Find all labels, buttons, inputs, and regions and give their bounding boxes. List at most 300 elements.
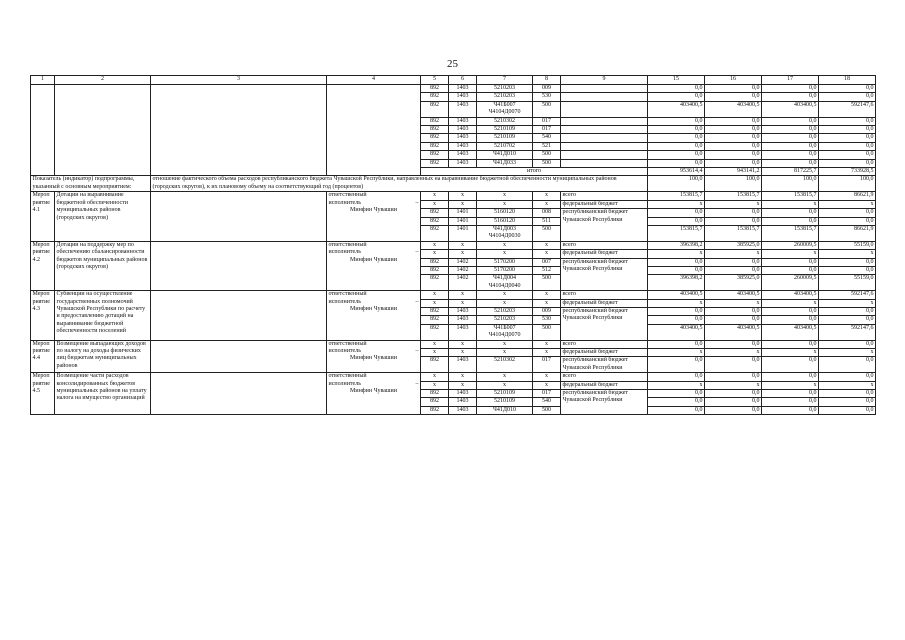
value-cell: 0,0 bbox=[762, 209, 819, 217]
code-cell: 1403 bbox=[449, 134, 477, 142]
value-cell: 0,0 bbox=[705, 126, 762, 134]
source-cell: федеральный бюджет bbox=[561, 381, 648, 389]
code-cell: x bbox=[533, 373, 561, 381]
value-cell: 0,0 bbox=[648, 373, 705, 381]
code-cell: 530 bbox=[533, 93, 561, 101]
code-cell: x bbox=[533, 200, 561, 208]
value-cell: 403400,5 bbox=[762, 101, 819, 117]
code-cell: 512 bbox=[533, 266, 561, 274]
code-cell: x bbox=[449, 291, 477, 299]
code-cell: 017 bbox=[533, 357, 561, 373]
code-cell: 530 bbox=[533, 316, 561, 324]
code-cell: 892 bbox=[421, 275, 449, 291]
code-cell: 1403 bbox=[449, 390, 477, 398]
code-cell: 500 bbox=[533, 406, 561, 414]
source-cell: федеральный бюджет bbox=[561, 200, 648, 208]
code-cell: 892 bbox=[421, 217, 449, 225]
code-cell: 500 bbox=[533, 101, 561, 117]
header-row bbox=[31, 76, 876, 85]
code-cell: 892 bbox=[421, 324, 449, 340]
indicator-cell bbox=[151, 85, 327, 176]
value-cell: 0,0 bbox=[762, 390, 819, 398]
code-cell: 892 bbox=[421, 307, 449, 315]
value-cell: 0,0 bbox=[705, 117, 762, 125]
value-cell: 0,0 bbox=[819, 134, 876, 142]
total-label: итого bbox=[421, 168, 648, 176]
code-cell: 892 bbox=[421, 316, 449, 324]
value-cell: 0,0 bbox=[648, 357, 705, 373]
column-header: 5 bbox=[421, 76, 449, 85]
code-cell: x bbox=[533, 291, 561, 299]
value-cell: 403400,5 bbox=[762, 324, 819, 340]
executor-cell bbox=[327, 85, 421, 176]
value-cell: 0,0 bbox=[762, 258, 819, 266]
code-cell: 1403 bbox=[449, 357, 477, 373]
value-cell: 403400,5 bbox=[648, 101, 705, 117]
source-cell: всего bbox=[561, 291, 648, 299]
value-cell: 0,0 bbox=[819, 390, 876, 398]
code-cell: 009 bbox=[533, 85, 561, 93]
value-cell: 86621,9 bbox=[819, 225, 876, 241]
value-cell: 0,0 bbox=[762, 266, 819, 274]
code-cell: 500 bbox=[533, 324, 561, 340]
value-cell: x bbox=[705, 349, 762, 357]
source-cell: всего bbox=[561, 192, 648, 200]
value-cell: 403400,5 bbox=[705, 291, 762, 299]
value-cell: 0,0 bbox=[819, 357, 876, 373]
value-cell: 592147,6 bbox=[819, 101, 876, 117]
code-cell: 1403 bbox=[449, 142, 477, 150]
value-cell: 0,0 bbox=[762, 142, 819, 150]
code-cell: 5170200 bbox=[477, 258, 533, 266]
value-cell: 260009,5 bbox=[762, 275, 819, 291]
executor-cell bbox=[327, 291, 421, 340]
executor-text: ответственный исполнитель – Минфин Чувашии bbox=[328, 241, 419, 263]
code-cell: Ч41Б007 Ч4104Д0070 bbox=[477, 324, 533, 340]
code-cell: 1403 bbox=[449, 117, 477, 125]
source-cell bbox=[561, 142, 648, 150]
value-cell: 592147,6 bbox=[819, 291, 876, 299]
executor-text: ответственный исполнитель – Минфин Чувашии bbox=[328, 291, 419, 312]
value-cell: 0,0 bbox=[648, 217, 705, 225]
code-cell: x bbox=[477, 373, 533, 381]
source-cell bbox=[561, 117, 648, 125]
code-cell: 008 bbox=[533, 209, 561, 217]
code-cell: 5210203 bbox=[477, 85, 533, 93]
value-cell: 0,0 bbox=[819, 126, 876, 134]
value-cell: 0,0 bbox=[819, 316, 876, 324]
value-cell: 0,0 bbox=[762, 316, 819, 324]
code-cell: 5210203 bbox=[477, 93, 533, 101]
code-cell: 500 bbox=[533, 159, 561, 167]
value-cell: 153815,7 bbox=[648, 192, 705, 200]
value-cell: 0,0 bbox=[762, 357, 819, 373]
code-cell: x bbox=[449, 340, 477, 348]
value-cell: x bbox=[762, 381, 819, 389]
value-cell: 0,0 bbox=[705, 390, 762, 398]
value-cell: x bbox=[705, 250, 762, 258]
code-cell: 1403 bbox=[449, 101, 477, 117]
value-cell: 0,0 bbox=[762, 307, 819, 315]
code-cell: x bbox=[421, 381, 449, 389]
source-cell: всего bbox=[561, 340, 648, 348]
code-cell: x bbox=[421, 241, 449, 249]
code-cell: x bbox=[533, 349, 561, 357]
indicator-value: 100,0 bbox=[819, 176, 876, 192]
value-cell: x bbox=[648, 250, 705, 258]
code-cell: x bbox=[533, 381, 561, 389]
value-cell: 0,0 bbox=[762, 159, 819, 167]
executor-text: ответственный исполнитель – Минфин Чувашии bbox=[328, 340, 419, 362]
code-cell: x bbox=[533, 241, 561, 249]
value-cell: x bbox=[648, 381, 705, 389]
code-cell: x bbox=[477, 250, 533, 258]
column-header: 4 bbox=[327, 76, 421, 85]
value-cell: x bbox=[819, 349, 876, 357]
total-value: 953614,4 bbox=[648, 168, 705, 176]
measure-desc: Дотации на выравнивание бюджетной обеспеченности муниципальных районов (городских округов) bbox=[55, 192, 151, 241]
code-cell: x bbox=[421, 250, 449, 258]
indicator-value: 100,0 bbox=[705, 176, 762, 192]
code-cell: x bbox=[477, 381, 533, 389]
value-cell: 403400,5 bbox=[648, 324, 705, 340]
value-cell: x bbox=[705, 381, 762, 389]
value-cell: x bbox=[648, 200, 705, 208]
code-cell: x bbox=[477, 192, 533, 200]
value-cell: 0,0 bbox=[648, 266, 705, 274]
code-cell: x bbox=[477, 291, 533, 299]
code-cell: 5210702 bbox=[477, 142, 533, 150]
value-cell: 403400,5 bbox=[705, 324, 762, 340]
value-cell: 0,0 bbox=[648, 151, 705, 159]
value-cell: 0,0 bbox=[648, 307, 705, 315]
value-cell: 0,0 bbox=[705, 159, 762, 167]
value-cell: 592147,6 bbox=[819, 324, 876, 340]
value-cell: 0,0 bbox=[819, 406, 876, 414]
column-header: 6 bbox=[449, 76, 477, 85]
code-cell: Ч41Д010 bbox=[477, 151, 533, 159]
code-cell: 5210203 bbox=[477, 316, 533, 324]
value-cell: 0,0 bbox=[648, 258, 705, 266]
code-cell: 892 bbox=[421, 134, 449, 142]
value-cell: 55159,0 bbox=[819, 275, 876, 291]
value-cell: x bbox=[705, 299, 762, 307]
value-cell: 0,0 bbox=[819, 217, 876, 225]
executor-cell bbox=[327, 340, 421, 373]
value-cell: 0,0 bbox=[648, 142, 705, 150]
measure-name: Мероприятие 4.4 bbox=[31, 340, 55, 373]
code-cell: x bbox=[421, 340, 449, 348]
value-cell: 0,0 bbox=[762, 151, 819, 159]
source-cell: всего bbox=[561, 373, 648, 381]
value-cell: 0,0 bbox=[819, 209, 876, 217]
value-cell: 0,0 bbox=[648, 93, 705, 101]
value-cell: 153815,7 bbox=[705, 225, 762, 241]
code-cell: 511 bbox=[533, 217, 561, 225]
code-cell: x bbox=[449, 373, 477, 381]
code-cell: x bbox=[449, 250, 477, 258]
measure-desc: Субвенции на осуществление государственных полномочий Чувашской Республики по расчету и предоставлению дотаций на выравнивание бюджетной обеспеченности поселений bbox=[55, 291, 151, 340]
value-cell: 0,0 bbox=[819, 373, 876, 381]
code-cell: x bbox=[533, 250, 561, 258]
value-cell: 385925,0 bbox=[705, 275, 762, 291]
value-cell: 0,0 bbox=[648, 398, 705, 406]
value-cell: x bbox=[705, 200, 762, 208]
code-cell: 892 bbox=[421, 93, 449, 101]
code-cell: x bbox=[477, 241, 533, 249]
value-cell: 0,0 bbox=[705, 209, 762, 217]
value-cell: 0,0 bbox=[648, 406, 705, 414]
value-cell: 0,0 bbox=[819, 142, 876, 150]
value-cell: 396398,2 bbox=[648, 275, 705, 291]
code-cell: 1401 bbox=[449, 217, 477, 225]
value-cell: 403400,5 bbox=[648, 291, 705, 299]
source-cell bbox=[561, 159, 648, 167]
source-cell bbox=[561, 93, 648, 101]
value-cell: 0,0 bbox=[705, 373, 762, 381]
value-cell: x bbox=[762, 349, 819, 357]
executor-text: ответственный исполнитель – Минфин Чувашии bbox=[328, 192, 419, 214]
value-cell: 0,0 bbox=[648, 126, 705, 134]
code-cell: 1403 bbox=[449, 406, 477, 414]
code-cell: x bbox=[477, 340, 533, 348]
value-cell: x bbox=[648, 349, 705, 357]
page-number: 25 bbox=[447, 58, 458, 70]
value-cell: 0,0 bbox=[819, 398, 876, 406]
indicator-value: 100,0 bbox=[762, 176, 819, 192]
source-cell: федеральный бюджет bbox=[561, 349, 648, 357]
value-cell: 0,0 bbox=[819, 93, 876, 101]
value-cell: 0,0 bbox=[648, 134, 705, 142]
code-cell: 892 bbox=[421, 258, 449, 266]
value-cell: 0,0 bbox=[819, 266, 876, 274]
code-cell: 540 bbox=[533, 134, 561, 142]
value-cell: 0,0 bbox=[762, 217, 819, 225]
value-cell: 0,0 bbox=[705, 357, 762, 373]
table-row bbox=[31, 373, 876, 381]
code-cell: Ч41Д033 bbox=[477, 159, 533, 167]
value-cell: 153815,7 bbox=[762, 225, 819, 241]
value-cell: 0,0 bbox=[762, 85, 819, 93]
value-cell: 403400,5 bbox=[762, 291, 819, 299]
column-header: 8 bbox=[533, 76, 561, 85]
code-cell: 1403 bbox=[449, 316, 477, 324]
source-cell: республиканский бюджет Чувашской Республики bbox=[561, 307, 648, 340]
code-cell: 1403 bbox=[449, 307, 477, 315]
code-cell: 1403 bbox=[449, 126, 477, 134]
code-cell: 017 bbox=[533, 117, 561, 125]
code-cell: 892 bbox=[421, 266, 449, 274]
value-cell: 0,0 bbox=[762, 406, 819, 414]
source-cell: республиканский бюджет Чувашской Республики bbox=[561, 258, 648, 291]
indicator-empty bbox=[151, 340, 327, 373]
value-cell: 0,0 bbox=[705, 340, 762, 348]
code-cell: 1403 bbox=[449, 398, 477, 406]
indicator-row bbox=[31, 176, 876, 192]
code-cell: 892 bbox=[421, 357, 449, 373]
value-cell: 0,0 bbox=[762, 126, 819, 134]
value-cell: x bbox=[762, 200, 819, 208]
code-cell: x bbox=[421, 291, 449, 299]
value-cell: 0,0 bbox=[648, 85, 705, 93]
code-cell: 540 bbox=[533, 398, 561, 406]
indicator-text: отношение фактического объема расходов республиканского бюджета Чувашской Республики, направленных на выравнивание бюджетной обеспеченности муниципальных районов (городских округов), к их плановому объему на соответствующий год (процентов) bbox=[151, 176, 648, 192]
code-cell: 892 bbox=[421, 126, 449, 134]
desc-cell bbox=[55, 85, 151, 176]
code-cell: 1403 bbox=[449, 93, 477, 101]
code-cell: 5210109 bbox=[477, 134, 533, 142]
value-cell: 0,0 bbox=[819, 307, 876, 315]
code-cell: 009 bbox=[533, 307, 561, 315]
measure-name: Мероприятие 4.5 bbox=[31, 373, 55, 415]
value-cell: 0,0 bbox=[705, 316, 762, 324]
code-cell: 5160120 bbox=[477, 209, 533, 217]
column-header: 1 bbox=[31, 76, 55, 85]
code-cell: x bbox=[449, 349, 477, 357]
value-cell: 0,0 bbox=[648, 340, 705, 348]
code-cell: x bbox=[477, 299, 533, 307]
value-cell: x bbox=[819, 200, 876, 208]
value-cell: 153815,7 bbox=[705, 192, 762, 200]
value-cell: 0,0 bbox=[705, 93, 762, 101]
executor-text: ответственный исполнитель – Минфин Чувашии bbox=[328, 373, 419, 395]
code-cell: 5160120 bbox=[477, 217, 533, 225]
code-cell: Ч41Б007 Ч4104Д0070 bbox=[477, 101, 533, 117]
source-cell: федеральный бюджет bbox=[561, 299, 648, 307]
source-cell bbox=[561, 126, 648, 134]
code-cell: 892 bbox=[421, 117, 449, 125]
budget-table bbox=[30, 75, 876, 415]
value-cell: 55159,0 bbox=[819, 241, 876, 249]
value-cell: 0,0 bbox=[648, 209, 705, 217]
code-cell: 892 bbox=[421, 151, 449, 159]
value-cell: 0,0 bbox=[762, 93, 819, 101]
value-cell: 0,0 bbox=[762, 117, 819, 125]
code-cell: 892 bbox=[421, 101, 449, 117]
code-cell: 500 bbox=[533, 151, 561, 159]
code-cell: 500 bbox=[533, 275, 561, 291]
source-cell bbox=[561, 101, 648, 117]
code-cell: x bbox=[477, 200, 533, 208]
code-cell: 5210302 bbox=[477, 117, 533, 125]
code-cell: x bbox=[449, 192, 477, 200]
indicator-empty bbox=[151, 192, 327, 241]
code-cell: 892 bbox=[421, 142, 449, 150]
value-cell: 0,0 bbox=[819, 151, 876, 159]
source-cell bbox=[561, 151, 648, 159]
code-cell: x bbox=[533, 299, 561, 307]
code-cell: x bbox=[449, 299, 477, 307]
value-cell: 153815,7 bbox=[762, 192, 819, 200]
code-cell: 892 bbox=[421, 209, 449, 217]
value-cell: 0,0 bbox=[648, 390, 705, 398]
measure-desc: Дотации на поддержку мер по обеспечению сбалансированности бюджетов муниципальных районов (городских округов) bbox=[55, 241, 151, 290]
value-cell: x bbox=[762, 299, 819, 307]
value-cell: 0,0 bbox=[648, 117, 705, 125]
value-cell: 260009,5 bbox=[762, 241, 819, 249]
value-cell: 0,0 bbox=[762, 398, 819, 406]
code-cell: 1403 bbox=[449, 151, 477, 159]
table-row bbox=[31, 291, 876, 299]
source-cell: федеральный бюджет bbox=[561, 250, 648, 258]
indicator-empty bbox=[151, 291, 327, 340]
measure-name: Мероприятие 4.1 bbox=[31, 192, 55, 241]
measure-cell bbox=[31, 85, 55, 176]
value-cell: 86621,9 bbox=[819, 192, 876, 200]
code-cell: 5210203 bbox=[477, 307, 533, 315]
value-cell: 0,0 bbox=[705, 398, 762, 406]
code-cell: 892 bbox=[421, 159, 449, 167]
value-cell: x bbox=[819, 250, 876, 258]
code-cell: 500 bbox=[533, 225, 561, 241]
code-cell: 017 bbox=[533, 390, 561, 398]
code-cell: 892 bbox=[421, 398, 449, 406]
indicator-value: 100,0 bbox=[648, 176, 705, 192]
value-cell: 0,0 bbox=[705, 307, 762, 315]
source-cell bbox=[561, 85, 648, 93]
value-cell: 0,0 bbox=[648, 159, 705, 167]
code-cell: 5210109 bbox=[477, 398, 533, 406]
value-cell: 0,0 bbox=[705, 151, 762, 159]
value-cell: x bbox=[819, 299, 876, 307]
value-cell: 153815,7 bbox=[648, 225, 705, 241]
column-header: 2 bbox=[55, 76, 151, 85]
code-cell: 1403 bbox=[449, 324, 477, 340]
code-cell: x bbox=[533, 192, 561, 200]
code-cell: x bbox=[449, 241, 477, 249]
code-cell: Ч41Д004 Ч4104Д0040 bbox=[477, 275, 533, 291]
source-cell: республиканский бюджет Чувашской Республики bbox=[561, 357, 648, 373]
value-cell: 0,0 bbox=[705, 406, 762, 414]
value-cell: 0,0 bbox=[648, 316, 705, 324]
column-header: 15 bbox=[648, 76, 705, 85]
value-cell: x bbox=[762, 250, 819, 258]
code-cell: Ч41Д010 bbox=[477, 406, 533, 414]
value-cell: 0,0 bbox=[705, 266, 762, 274]
table-row bbox=[31, 192, 876, 200]
source-cell: всего bbox=[561, 241, 648, 249]
measure-name: Мероприятие 4.2 bbox=[31, 241, 55, 290]
value-cell: 0,0 bbox=[705, 217, 762, 225]
value-cell: 0,0 bbox=[762, 134, 819, 142]
executor-cell bbox=[327, 241, 421, 290]
source-cell bbox=[561, 134, 648, 142]
measure-name: Мероприятие 4.3 bbox=[31, 291, 55, 340]
indicator-empty bbox=[151, 241, 327, 290]
code-cell: 892 bbox=[421, 406, 449, 414]
value-cell: 0,0 bbox=[762, 373, 819, 381]
total-value: 817225,7 bbox=[762, 168, 819, 176]
total-value: 943141,2 bbox=[705, 168, 762, 176]
value-cell: 0,0 bbox=[819, 159, 876, 167]
table-row bbox=[31, 241, 876, 249]
code-cell: x bbox=[533, 340, 561, 348]
code-cell: x bbox=[421, 299, 449, 307]
executor-cell bbox=[327, 373, 421, 415]
value-cell: x bbox=[648, 299, 705, 307]
value-cell: 0,0 bbox=[705, 85, 762, 93]
code-cell: 1402 bbox=[449, 275, 477, 291]
total-value: 733928,5 bbox=[819, 168, 876, 176]
code-cell: x bbox=[421, 192, 449, 200]
value-cell: 0,0 bbox=[705, 142, 762, 150]
measure-desc: Возмещение части расходов консолидированных бюджетов муниципальных районов на уплату налога на имущество организаций bbox=[55, 373, 151, 415]
table-row bbox=[31, 85, 876, 93]
source-cell: республиканский бюджет Чувашской Республики bbox=[561, 390, 648, 415]
code-cell: 1401 bbox=[449, 209, 477, 217]
code-cell: x bbox=[421, 349, 449, 357]
code-cell: 892 bbox=[421, 85, 449, 93]
